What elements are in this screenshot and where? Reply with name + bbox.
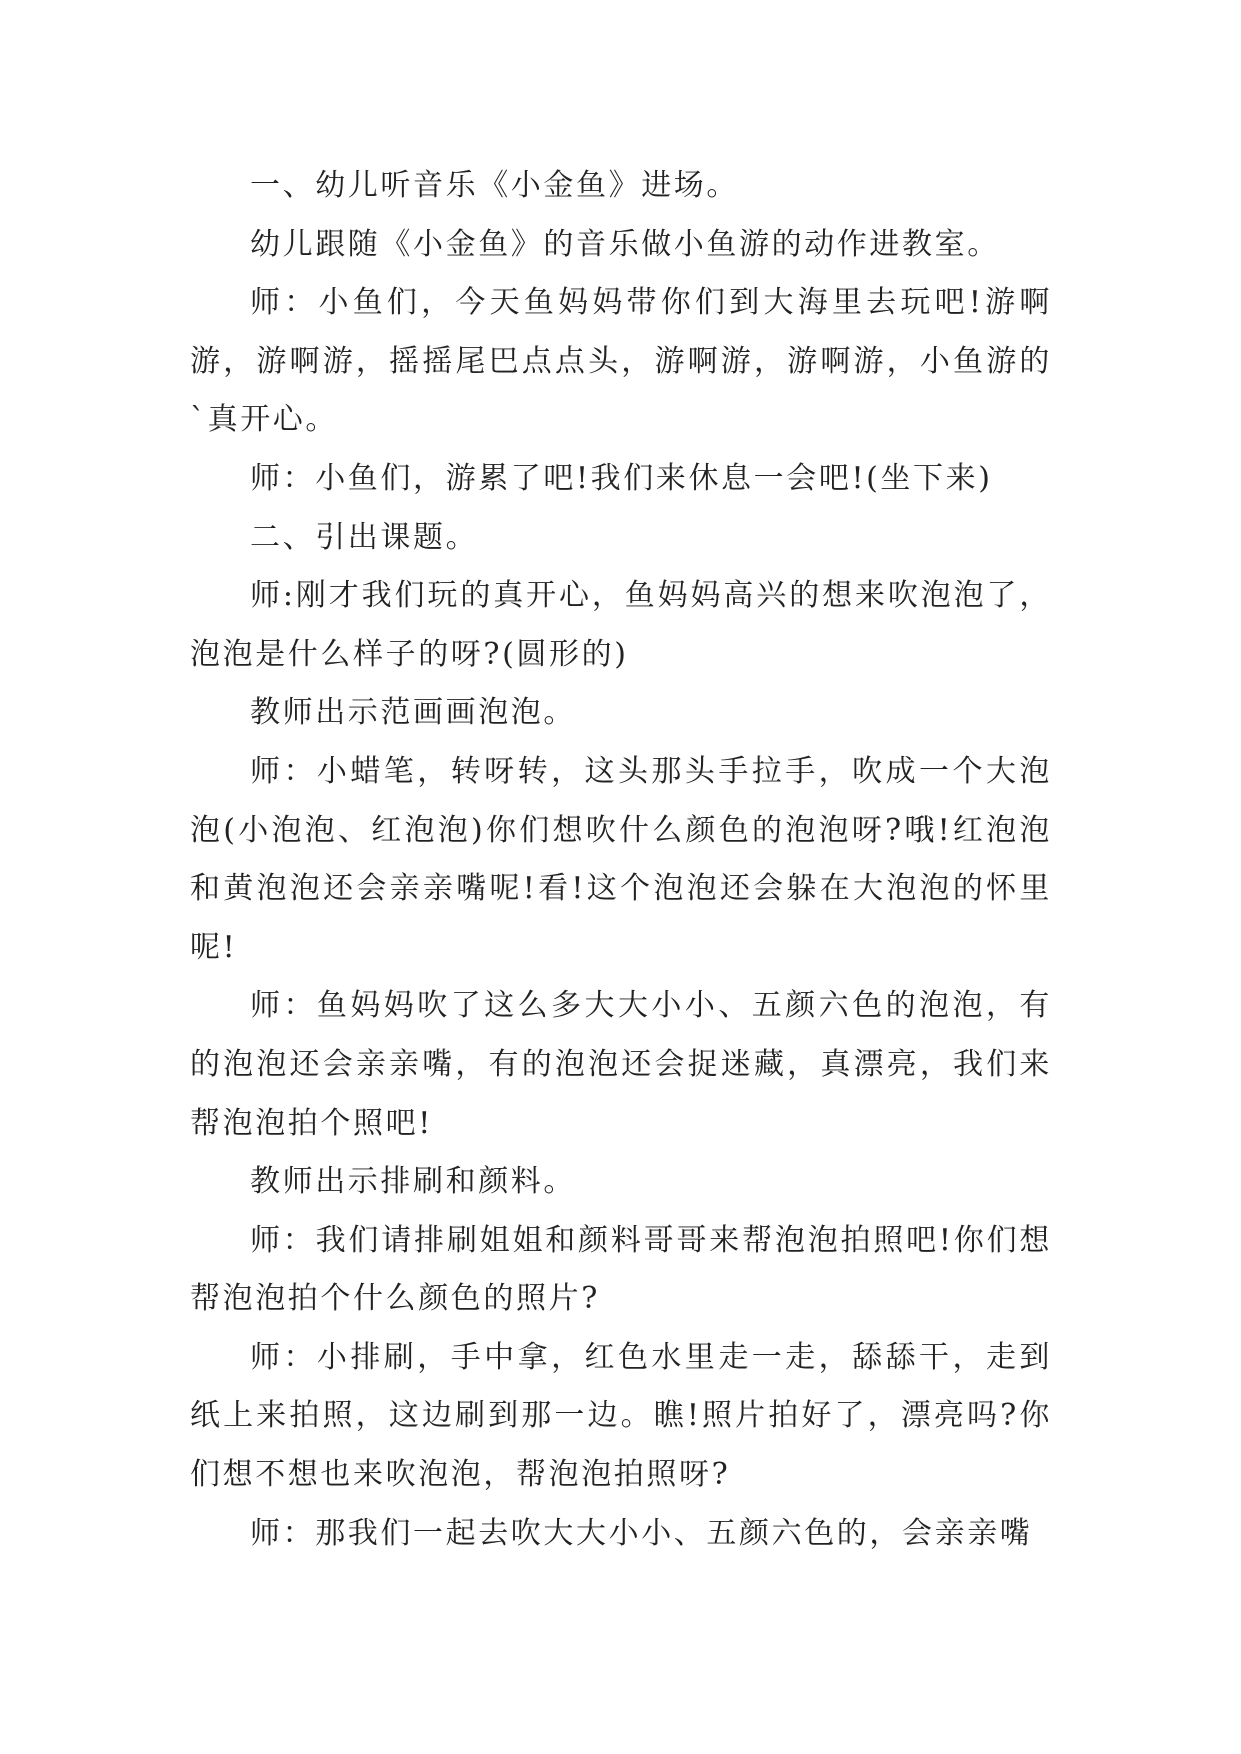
section-heading-2: 二、引出课题。: [250, 519, 479, 555]
paragraph-2: 幼儿跟随《小金鱼》的音乐做小鱼游的动作进教室。: [250, 226, 1000, 262]
paragraph-3: 师：小鱼们，今天鱼妈妈带你们到大海里去玩吧!游啊游，游啊游，摇摇尾巴点点头，游啊游，游啊游，小鱼游的`真开心。: [190, 285, 1052, 438]
document-body: [190, 157, 1052, 1563]
paragraph-13: 师：那我们一起去吹大大小小、五颜六色的，会亲亲嘴: [250, 1515, 1033, 1551]
paragraph-10: 教师出示排刷和颜料。: [250, 1164, 576, 1200]
paragraph-6: 师:刚才我们玩的真开心，鱼妈妈高兴的想来吹泡泡了，泡泡是什么样子的呀?(圆形的): [190, 578, 1052, 672]
paragraph-7: 教师出示范画画泡泡。: [250, 695, 576, 731]
paragraph-1: 一、幼儿听音乐《小金鱼》进场。: [250, 168, 739, 203]
paragraph-12: 师：小排刷，手中拿，红色水里走一走，舔舔干，走到纸上来拍照，这边刷到那一边。瞧!照片拍好了，漂亮吗?你们想不想也来吹泡泡，帮泡泡拍照呀?: [190, 1339, 1052, 1493]
paragraph-4: 师：小鱼们，游累了吧!我们来休息一会吧!(坐下来): [250, 460, 993, 496]
paragraph-11: 师：我们请排刷姐姐和颜料哥哥来帮泡泡拍照吧!你们想帮泡泡拍个什么颜色的照片?: [190, 1222, 1052, 1317]
paragraph-9: 师：鱼妈妈吹了这么多大大小小、五颜六色的泡泡，有的泡泡还会亲亲嘴，有的泡泡还会捉迷藏，真漂亮，我们来帮泡泡拍个照吧!: [190, 988, 1052, 1141]
paragraph-8: 师：小蜡笔，转呀转，这头那头手拉手，吹成一个大泡泡(小泡泡、红泡泡)你们想吹什么颜色的泡泡呀?哦!红泡泡和黄泡泡还会亲亲嘴呢!看!这个泡泡还会躲在大泡泡的怀里呢!: [190, 753, 1052, 965]
